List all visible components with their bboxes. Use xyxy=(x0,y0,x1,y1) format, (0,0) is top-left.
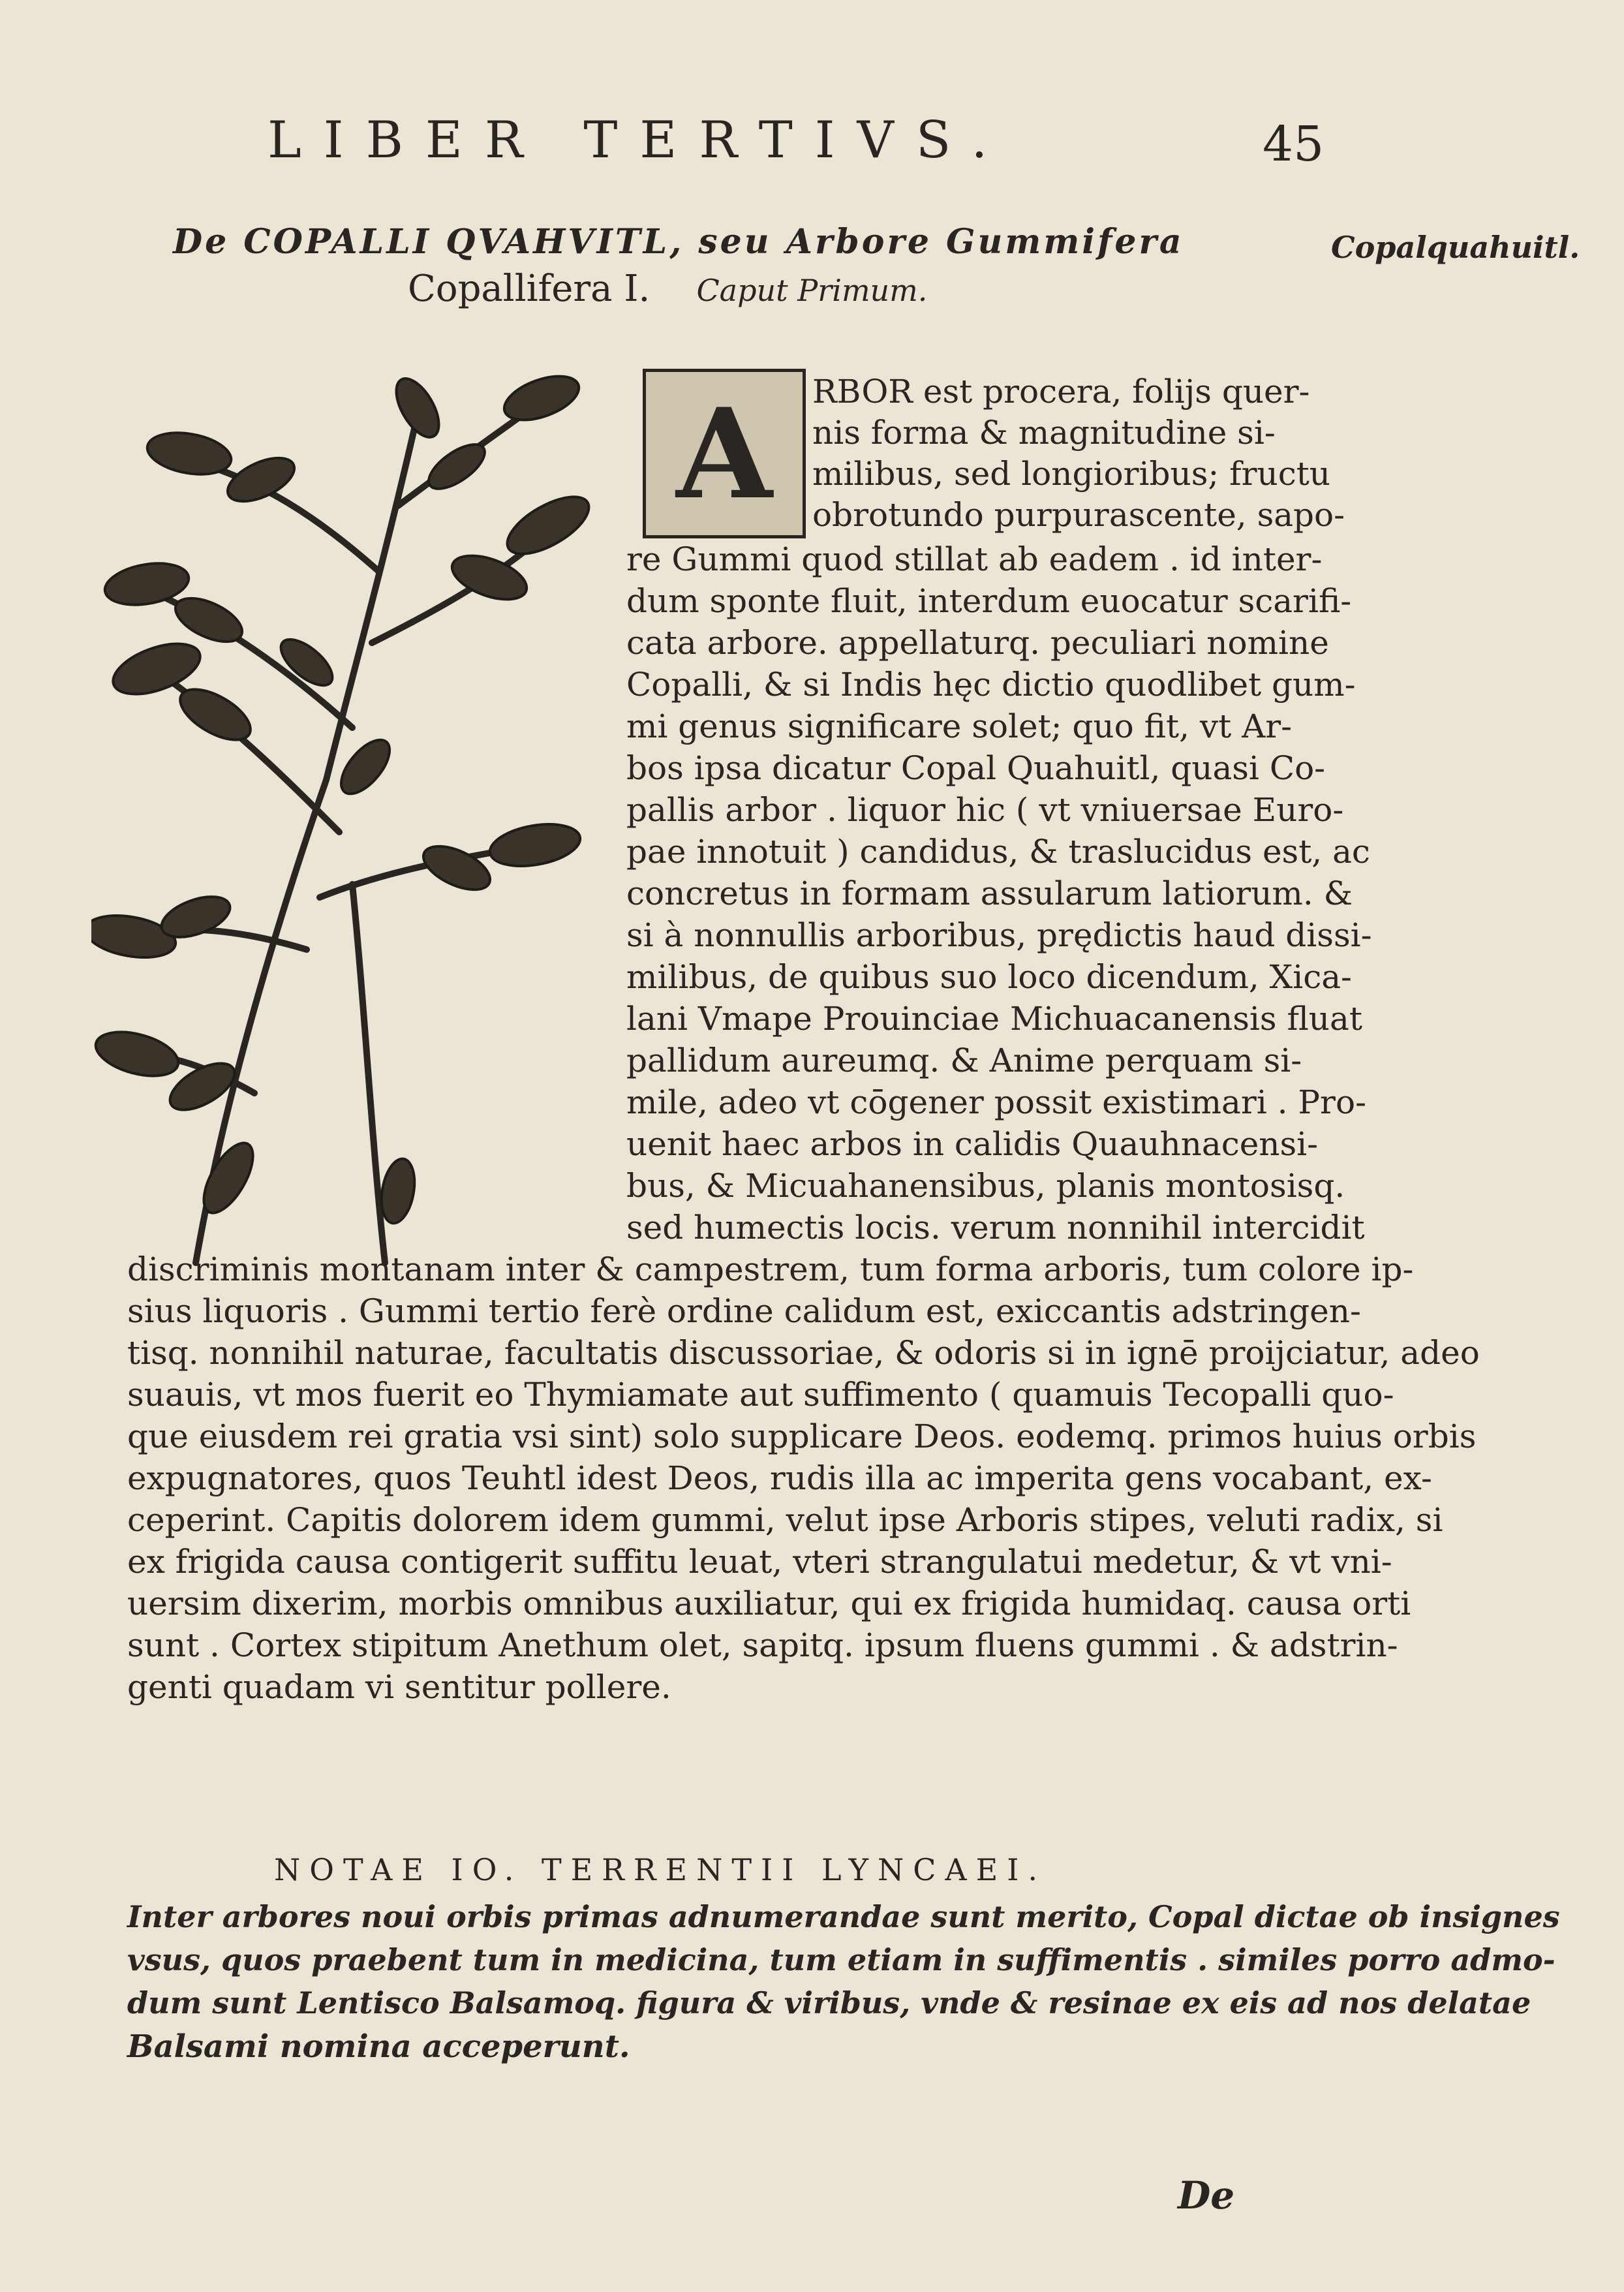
body-line: expugnatores, quos Teuhtl idest Deos, rudis illa ac imperita gens vocabant, ex- xyxy=(127,1459,1432,1497)
body-line: nis forma & magnitudine si- xyxy=(812,414,1276,452)
notes-line: Balsami nomina acceperunt. xyxy=(127,2028,630,2065)
body-line: ceperint. Capitis dolorem idem gummi, velut ipse Arboris stipes, veluti radix, si xyxy=(127,1501,1443,1539)
body-line: pallidum aureumq. & Anime perquam si- xyxy=(626,1042,1302,1079)
notes-line: Inter arbores noui orbis primas adnumerandae sunt merito, Copal dictae ob insignes xyxy=(127,1899,1560,1934)
chapter-heading-line1: De COPALLI QVAHVITL, seu Arbore Gummifera xyxy=(173,222,1184,262)
body-line: pallis arbor . liquor hic ( vt vniuersae Euro- xyxy=(626,791,1344,829)
body-line: discriminis montanam inter & campestrem, tum forma arboris, tum colore ip- xyxy=(127,1250,1414,1288)
body-line: mile, adeo vt cōgener possit existimari . Pro- xyxy=(626,1083,1366,1121)
chapter-heading-line2 xyxy=(408,268,927,310)
body-line: uenit haec arbos in calidis Quauhnacensi- xyxy=(626,1125,1319,1163)
catchword: De xyxy=(1178,2173,1235,2218)
body-line: cata arbore. appellaturq. peculiari nomine xyxy=(626,624,1329,662)
body-line: concretus in formam assularum latiorum. & xyxy=(626,875,1353,912)
body-line: dum sponte fluit, interdum euocatur scarifi- xyxy=(626,582,1352,620)
body-line: ex frigida causa contigerit suffitu leuat, vteri strangulatui medetur, & vt vni- xyxy=(127,1543,1392,1581)
body-line: sed humectis locis. verum nonnihil intercidit xyxy=(626,1209,1365,1247)
tree-woodcut-illustration xyxy=(91,362,613,1276)
notes-heading: NOTAE IO. TERRENTII LYNCAEI. xyxy=(274,1852,1047,1887)
body-line: sius liquoris . Gummi tertio ferè ordine calidum est, exiccantis adstringen- xyxy=(127,1292,1361,1330)
body-line: RBOR est procera, folijs quer- xyxy=(812,373,1310,410)
body-line: pae innotuit ) candidus, & traslucidus est, ac xyxy=(626,833,1370,871)
body-line: milibus, de quibus suo loco dicendum, Xica- xyxy=(626,958,1352,996)
body-line: suauis, vt mos fuerit eo Thymiamate aut suffimento ( quamuis Tecopalli quo- xyxy=(127,1376,1394,1414)
body-line: bus, & Micuahanensibus, planis montosisq. xyxy=(626,1167,1345,1205)
body-line: Copalli, & si Indis hęc dictio quodlibet gum- xyxy=(626,666,1356,704)
body-line: mi genus significare solet; quo fit, vt Ar- xyxy=(626,707,1292,745)
body-line: sunt . Cortex stipitum Anethum olet, sapitq. ipsum fluens gummi . & adstrin- xyxy=(127,1626,1398,1664)
body-line: lani Vmape Prouinciae Michuacanensis fluat xyxy=(626,1000,1362,1038)
running-head: LIBER TERTIVS. xyxy=(268,111,1010,170)
body-line: uersim dixerim, morbis omnibus auxiliatur, qui ex frigida humidaq. causa orti xyxy=(127,1585,1411,1622)
chapter-heading-caput: Caput Primum. xyxy=(696,273,928,308)
notes-line: vsus, quos praebent tum in medicina, tum etiam in suffimentis . similes porro admo- xyxy=(127,1942,1555,1977)
marginal-note: Copalquahuitl. xyxy=(1331,230,1580,265)
body-line: re Gummi quod stillat ab eadem . id inter- xyxy=(626,540,1323,578)
body-line: obrotundo purpurascente, sapo- xyxy=(812,496,1345,534)
chapter-heading-main: Copallifera I. xyxy=(408,268,651,310)
page-number: 45 xyxy=(1263,116,1325,172)
body-line: si à nonnullis arboribus, prędictis haud dissi- xyxy=(626,916,1372,954)
drop-cap-initial: A xyxy=(643,369,806,538)
body-line: bos ipsa dicatur Copal Quahuitl, quasi Co- xyxy=(626,749,1326,787)
body-line: milibus, sed longioribus; fructu xyxy=(812,455,1330,493)
body-line: tisq. nonnihil naturae, facultatis discussoriae, & odoris si in ignē proijciatur, adeo xyxy=(127,1334,1480,1372)
body-line: genti quadam vi sentitur pollere. xyxy=(127,1668,671,1706)
body-line: que eiusdem rei gratia vsi sint) solo supplicare Deos. eodemq. primos huius orbis xyxy=(127,1417,1477,1455)
notes-line: dum sunt Lentisco Balsamoq. figura & viribus, vnde & resinae ex eis ad nos delatae xyxy=(127,1985,1531,2021)
